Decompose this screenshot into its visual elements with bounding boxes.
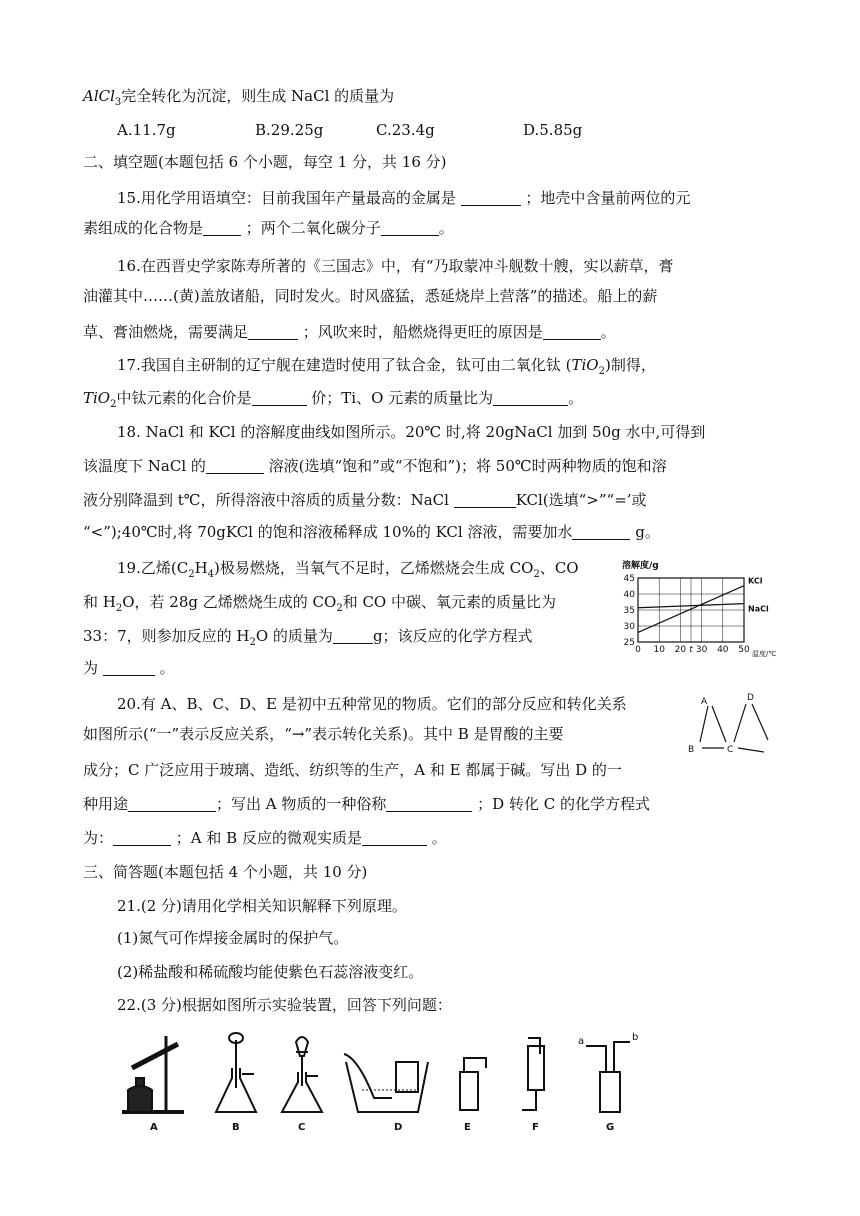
chart-grid bbox=[638, 578, 744, 642]
node-a: A bbox=[701, 697, 708, 707]
solubility-chart bbox=[612, 556, 782, 660]
section-2-title: 二、填空题(本题包括 6 个小题，每空 1 分，共 16 分) bbox=[83, 153, 447, 171]
x-tick-label: 0 bbox=[635, 645, 641, 655]
x-tick-label: t bbox=[689, 645, 693, 655]
apparatus-g bbox=[586, 1042, 630, 1112]
y-tick-label: 40 bbox=[623, 590, 635, 600]
q17-blank-2[interactable] bbox=[493, 389, 568, 406]
q18-blank-2[interactable] bbox=[454, 491, 516, 508]
port-b: b bbox=[632, 1032, 639, 1043]
x-tick-label: 40 bbox=[717, 645, 729, 655]
apparatus-f bbox=[522, 1038, 544, 1110]
q14-option-b: B.29.25g bbox=[255, 121, 324, 139]
apparatus-b bbox=[216, 1033, 256, 1112]
label-f: F bbox=[532, 1122, 539, 1133]
label-g: G bbox=[606, 1122, 615, 1133]
relation-diagram bbox=[686, 690, 776, 760]
q22-line-1: 22.(3 分)根据如图所示实验装置，回答下列问题： bbox=[117, 996, 452, 1014]
q15-blank-3[interactable] bbox=[381, 219, 439, 236]
q16-blank-1[interactable] bbox=[248, 323, 298, 340]
q21-item-2: (2)稀盐酸和稀硫酸均能使紫色石蕊溶液变红。 bbox=[117, 963, 424, 981]
q14-option-a: A.11.7g bbox=[117, 121, 176, 139]
q14-option-c: C.23.4g bbox=[376, 121, 435, 139]
q17-blank-1[interactable] bbox=[252, 389, 307, 406]
q19-line-1: 19.乙烯$(C_2H_4)$极易燃烧，当氧气不足时，乙烯燃烧会生成 $CO_2$、CO bbox=[117, 559, 579, 580]
q20-line-1: 20.有 A、B、C、D、E 是初中五种常见的物质。它们的部分反应和转化关系 bbox=[117, 695, 627, 713]
q17-line-1: 17.我国自主研制的辽宁舰在建造时使用了钛合金，钛可由二氧化钛 (TiO$_2$)制得， bbox=[117, 356, 656, 377]
q21-line-1: 21.(2 分)请用化学相关知识解释下列原理。 bbox=[117, 897, 407, 915]
node-d: D bbox=[747, 693, 754, 703]
q19-line-2: 和 $H_2O$，若 28g 乙烯燃烧生成的 $CO_2$和 CO 中碳、氧元素的质量比为 bbox=[83, 593, 556, 614]
q15-blank-1[interactable] bbox=[461, 189, 521, 206]
q14-formula: AlCl bbox=[83, 87, 115, 105]
chart-xlabel: 温度/℃ bbox=[752, 650, 777, 658]
node-c: C bbox=[727, 745, 734, 755]
q18-blank-1[interactable] bbox=[206, 457, 264, 474]
q20-blank-2[interactable] bbox=[386, 795, 472, 812]
q18-blank-3[interactable] bbox=[572, 523, 630, 540]
q15-blank-2[interactable] bbox=[203, 219, 241, 236]
q18-line-1: 18. NaCl 和 KCl 的溶解度曲线如图所示。20℃ 时,将 20gNaCl 加到 50g 水中,可得到 bbox=[117, 423, 706, 441]
x-tick-label: 10 bbox=[653, 645, 665, 655]
section-3-title: 三、简答题(本题包括 4 个小题，共 10 分) bbox=[83, 863, 368, 881]
q19-line-4: 为 。 bbox=[83, 659, 175, 677]
node-b: B bbox=[688, 745, 695, 755]
q16-line-3: 草、膏油燃烧，需要满足 ；风吹来时，船燃烧得更旺的原因是 。 bbox=[83, 323, 616, 341]
q16-line-2: 油灌其中……(黄)盖放诸船，同时发火。时风盛猛，悉延烧岸上营落”的描述。船上的薪 bbox=[83, 287, 658, 305]
q15-line-2: 素组成的化合物是 ；两个二氧化碳分子 。 bbox=[83, 219, 454, 237]
apparatus-a bbox=[122, 1036, 184, 1112]
y-tick-label: 30 bbox=[623, 622, 635, 632]
y-tick-label: 25 bbox=[623, 638, 635, 648]
apparatus-d bbox=[344, 1054, 428, 1112]
q20-blank-1[interactable] bbox=[128, 795, 216, 812]
q20-line-3: 成分；C 广泛应用于玻璃、造纸、纺织等的生产，A 和 E 都属于碱。写出 D 的一 bbox=[83, 761, 622, 779]
q20-line-5: 为： ；A 和 B 反应的微观实质是 。 bbox=[83, 829, 447, 847]
apparatus-e bbox=[460, 1058, 486, 1110]
q20-blank-4[interactable] bbox=[362, 829, 427, 846]
label-d: D bbox=[394, 1122, 403, 1133]
q20-line-2: 如图所示(“一”表示反应关系，“→”表示转化关系)。其中 B 是胃酸的主要 bbox=[83, 725, 564, 743]
q18-line-2: 该温度下 NaCl 的 溶液(选填“饱和”或“不饱和”)；将 50℃时两种物质的饱和溶 bbox=[83, 457, 667, 475]
q18-line-3: 液分别降温到 t℃，所得溶液中溶质的质量分数：NaCl KCl(选填“>”“=’或 bbox=[83, 491, 647, 509]
x-tick-label: 30 bbox=[695, 645, 708, 655]
chart-lines bbox=[638, 577, 769, 633]
y-tick-label: 35 bbox=[623, 606, 635, 616]
chart-ticks bbox=[624, 574, 750, 655]
q20-blank-3[interactable] bbox=[113, 829, 171, 846]
q19-blank-2[interactable] bbox=[103, 659, 155, 676]
q15-line-1: 15.用化学用语填空：目前我国年产量最高的金属是 ；地壳中含量前两位的元 bbox=[117, 189, 691, 207]
apparatus-figure bbox=[118, 1028, 648, 1136]
q16-blank-2[interactable] bbox=[543, 323, 601, 340]
x-tick-label: 50 bbox=[738, 645, 750, 655]
q20-line-4: 种用途 ；写出 A 物质的一种俗称 ；D 转化 C 的化学方程式 bbox=[83, 795, 650, 813]
q17-line-2: TiO$_2$中钛元素的化合价是 价；Ti、O 元素的质量比为 。 bbox=[83, 389, 584, 410]
series-label-nacl: NaCl bbox=[748, 604, 769, 614]
label-a: A bbox=[150, 1122, 158, 1133]
q19-blank-1[interactable] bbox=[333, 627, 373, 644]
label-e: E bbox=[464, 1122, 471, 1133]
series-label-kcl: KCl bbox=[748, 576, 763, 586]
label-b: B bbox=[232, 1122, 240, 1133]
port-a: a bbox=[578, 1036, 585, 1047]
x-tick-label: 20 bbox=[674, 645, 687, 655]
label-c: C bbox=[298, 1122, 306, 1133]
chart-ylabel: 溶解度/g bbox=[622, 561, 659, 571]
q21-item-1: (1)氮气可作焊接金属时的保护气。 bbox=[117, 929, 349, 947]
q19-line-3: 33：7，则参加反应的 $H_2O$ 的质量为 g；该反应的化学方程式 bbox=[83, 627, 533, 648]
q14-option-d: D.5.85g bbox=[523, 121, 583, 139]
apparatus-c bbox=[282, 1037, 322, 1112]
q18-line-4: “<”);40℃时,将 70gKCl 的饱和溶液稀释成 10%的 KCl 溶液，需要加水 g。 bbox=[83, 523, 660, 541]
q16-line-1: 16.在西晋史学家陈寿所著的《三国志》中，有“乃取蒙冲斗舰数十艘，实以薪草，膏 bbox=[117, 257, 674, 275]
q14-stem-tail: AlCl$_3$完全转化为沉淀，则生成 NaCl 的质量为 bbox=[83, 87, 395, 108]
y-tick-label: 45 bbox=[623, 574, 635, 584]
